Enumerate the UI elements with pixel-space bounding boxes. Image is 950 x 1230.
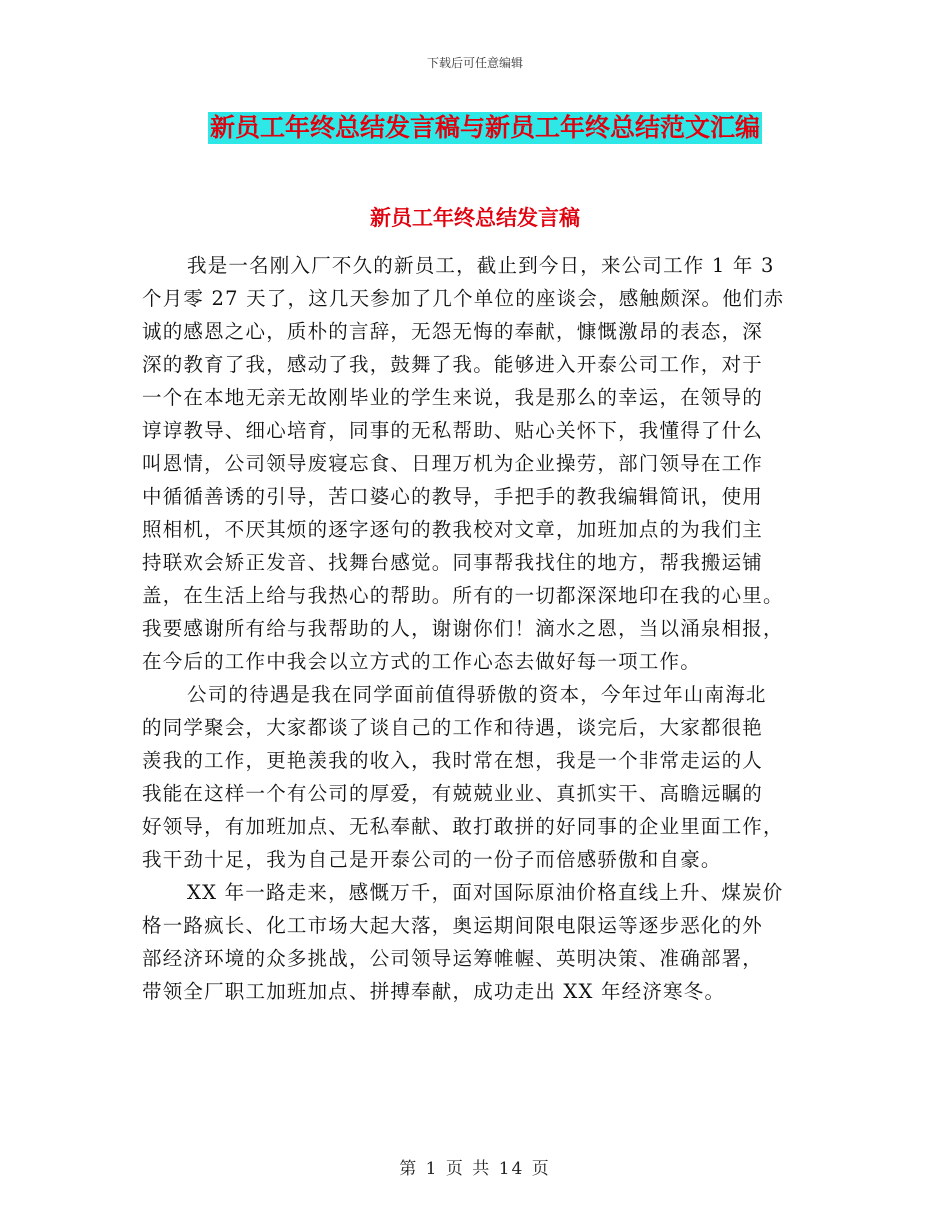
body-line: 的同学聚会，大家都谈了谈自己的工作和待遇，谈完后，大家都很艳 — [142, 716, 764, 739]
body-line: 好领导，有加班加点、无私奉献、敢打敢拼的好同事的企业里面工作， — [142, 815, 784, 838]
body-line: 我要感谢所有给与我帮助的人，谢谢你们！滴水之恩，当以涌泉相报， — [142, 617, 784, 640]
body-line: XX 年一路走来，感慨万千，面对国际原油价格直线上升、煤炭价 — [187, 881, 784, 904]
body-line: 诚的感恩之心，质朴的言辞，无怨无悔的奉献，慷慨激昂的表态，深 — [142, 320, 764, 343]
section-title: 新员工年终总结发言稿 — [370, 206, 580, 230]
body-line: 我是一名刚入厂不久的新员工，截止到今日，来公司工作 1 年 3 — [187, 254, 775, 277]
body-line: 格一路疯长、化工市场大起大落，奥运期间限电限运等逐步恶化的外 — [142, 914, 764, 937]
body-line: 深的教育了我，感动了我，鼓舞了我。能够进入开泰公司工作，对于 — [142, 353, 764, 376]
main-title: 新员工年终总结发言稿与新员工年终总结范文汇编 — [210, 113, 761, 142]
body-line: 部经济环境的众多挑战，公司领导运筹帷幄、英明决策、准确部署， — [142, 947, 764, 970]
body-line: 叫恩情，公司领导废寝忘食、日理万机为企业操劳，部门领导在工作 — [142, 452, 764, 475]
body-line: 一个在本地无亲无故刚毕业的学生来说，我是那么的幸运，在领导的 — [142, 386, 764, 409]
body-line: 我干劲十足，我为自己是开泰公司的一份子而倍感骄傲和自豪。 — [142, 848, 722, 871]
body-line: 持联欢会矫正发音、找舞台感觉。同事帮我找住的地方，帮我搬运铺 — [142, 551, 764, 574]
page-footer: 第 1 页 共 14 页 — [399, 1159, 551, 1179]
body-line: 个月零 27 天了，这几天参加了几个单位的座谈会，感触颇深。他们赤 — [142, 287, 785, 310]
body-line: 中循循善诱的引导，苦口婆心的教导，手把手的教我编辑简讯，使用 — [142, 485, 764, 508]
body-line: 我能在这样一个有公司的厚爱，有兢兢业业、真抓实干、高瞻远瞩的 — [142, 782, 764, 805]
body-text — [142, 249, 802, 1008]
header-note: 下载后可任意编辑 — [426, 56, 523, 70]
body-line: 公司的待遇是我在同学面前值得骄傲的资本，今年过年山南海北 — [187, 683, 767, 706]
body-line: 谆谆教导、细心培育，同事的无私帮助、贴心关怀下，我懂得了什么 — [142, 419, 764, 442]
body-line: 照相机，不厌其烦的逐字逐句的教我校对文章，加班加点的为我们主 — [142, 518, 764, 541]
body-line: 羡我的工作，更艳羡我的收入，我时常在想，我是一个非常走运的人 — [142, 749, 764, 772]
body-line: 带领全厂职工加班加点、拼搏奉献，成功走出 XX 年经济寒冬。 — [142, 980, 726, 1003]
body-line: 在今后的工作中我会以立方式的工作心态去做好每一项工作。 — [142, 650, 701, 673]
body-line: 盖，在生活上给与我热心的帮助。所有的一切都深深地印在我的心里。 — [142, 584, 784, 607]
